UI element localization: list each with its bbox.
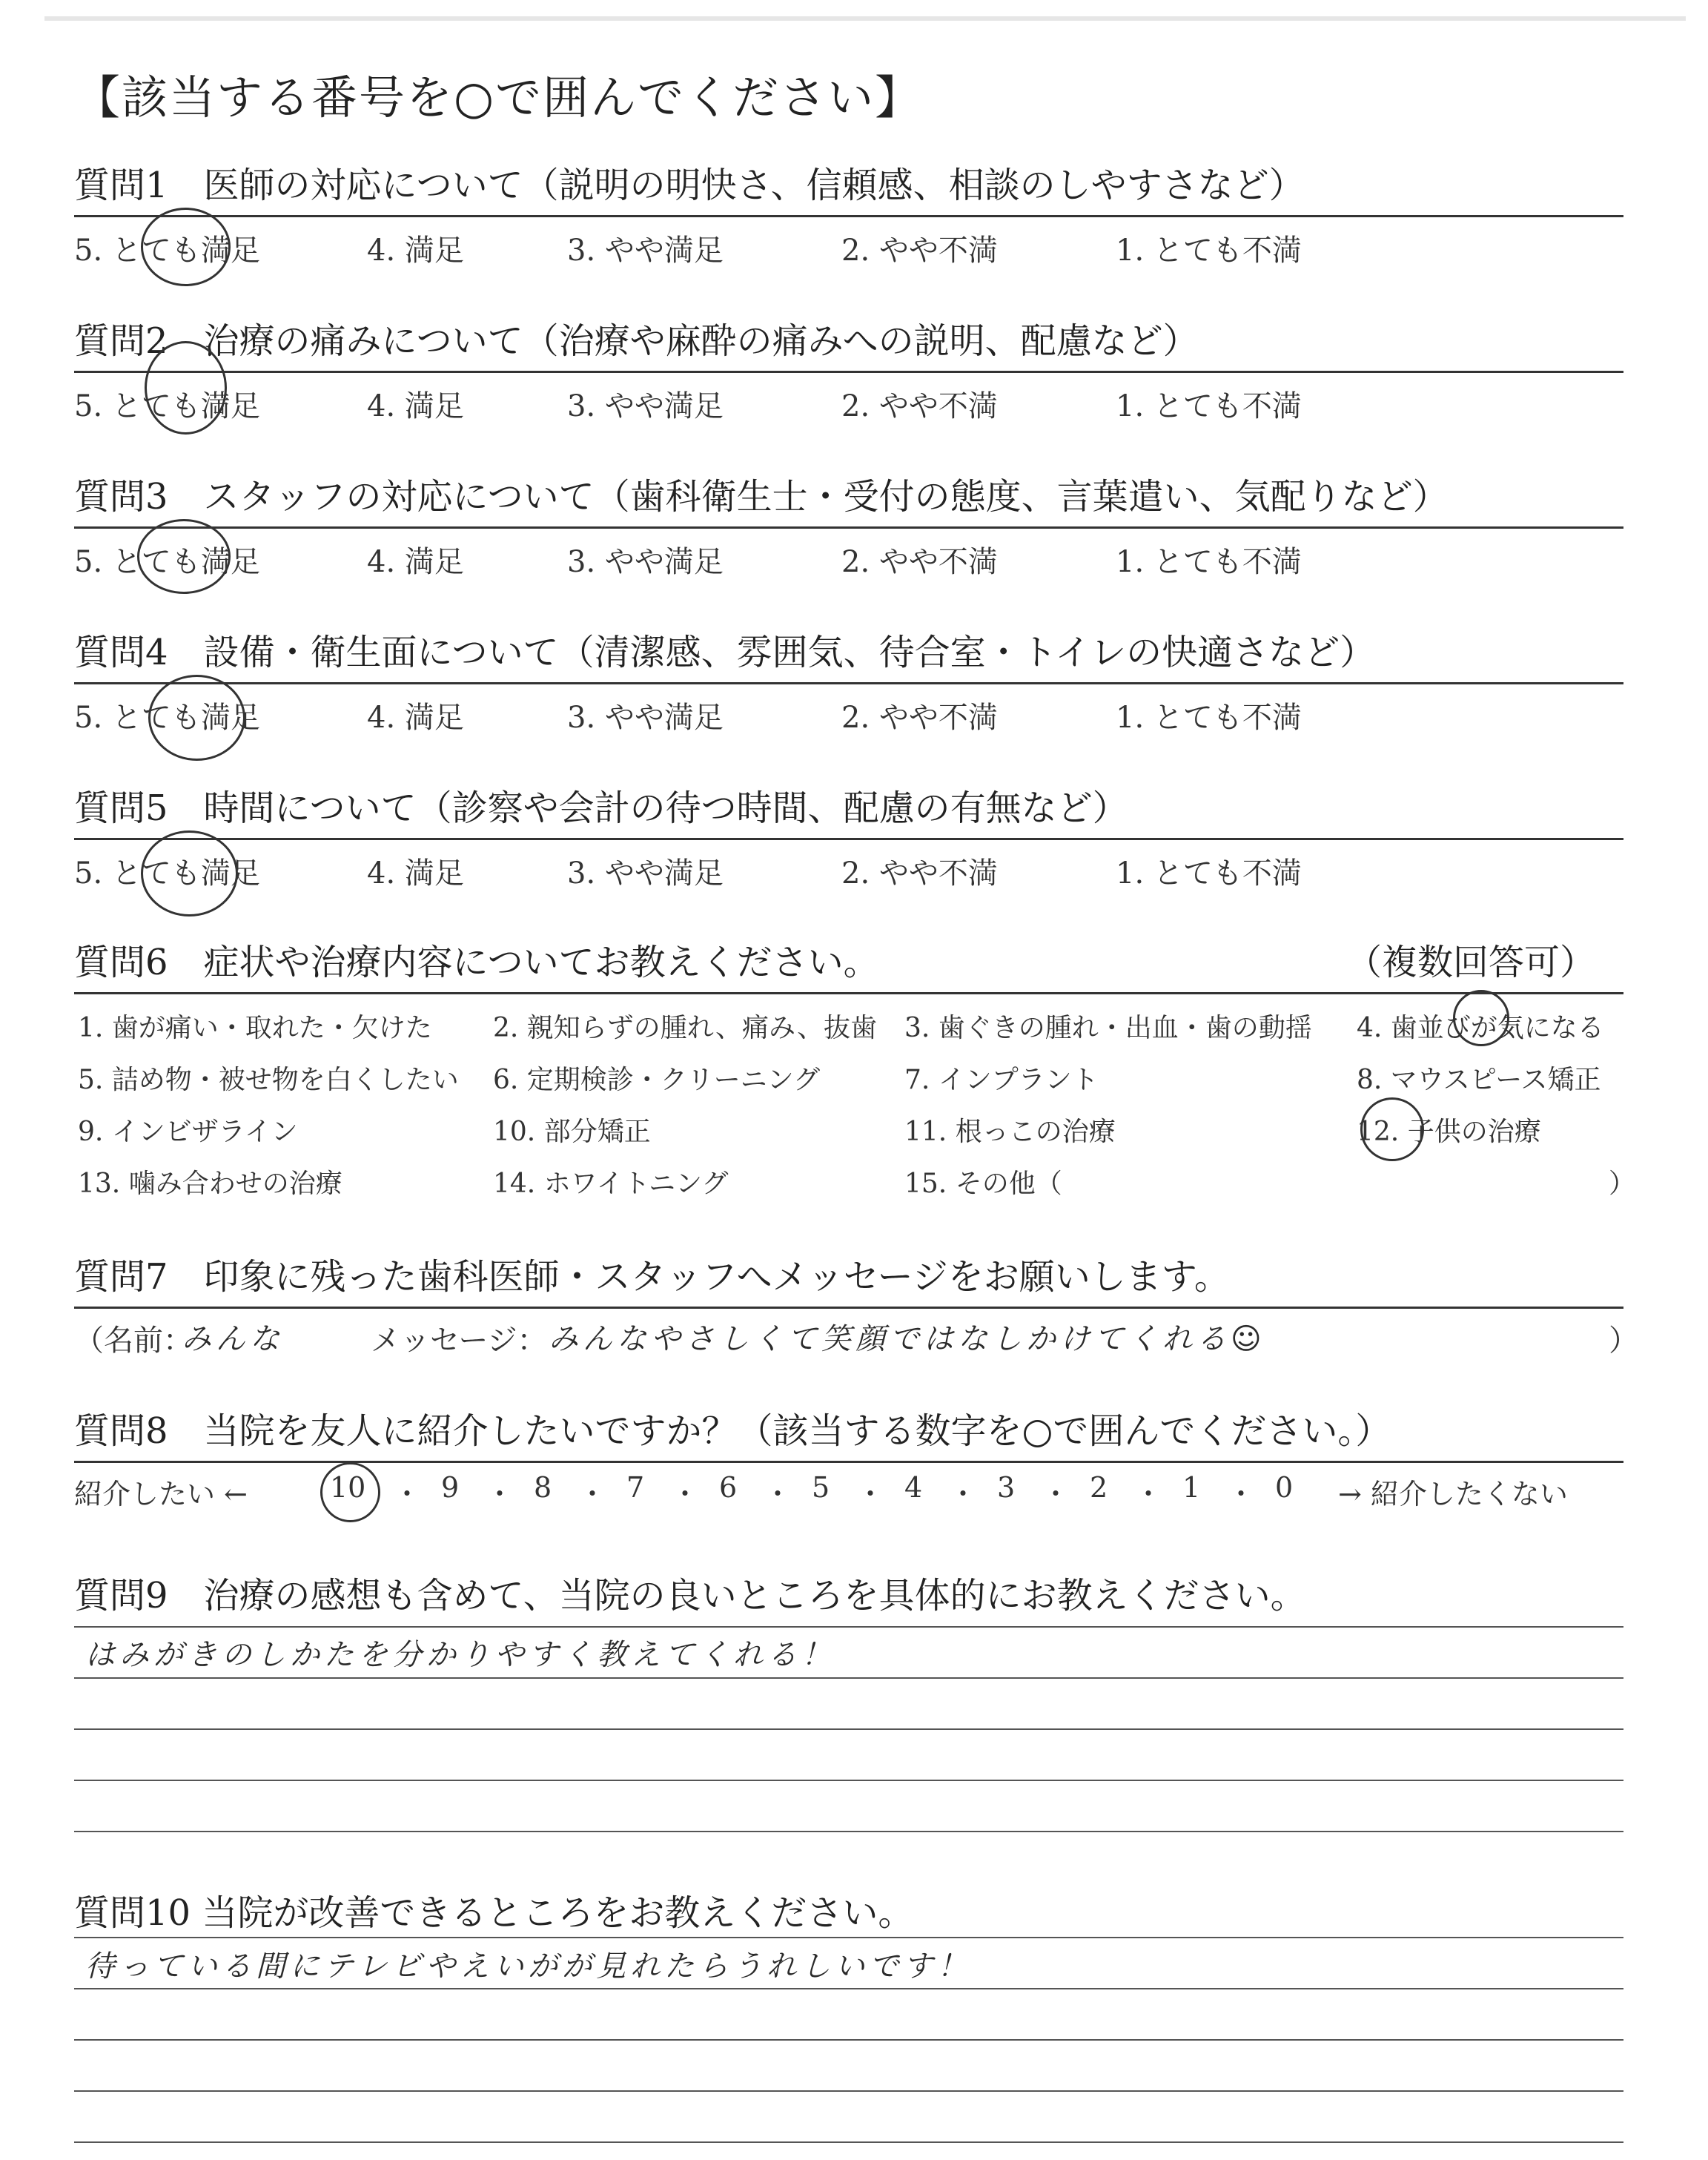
q9-line-4 xyxy=(74,1780,1623,1781)
question-2 xyxy=(74,317,1623,365)
q8-score-6[interactable]: 6 xyxy=(719,1471,738,1504)
q7-message-value[interactable]: みんなやさしくて笑顔ではなしかけてくれる☺ xyxy=(549,1322,1266,1356)
q8-score-8[interactable]: 8 xyxy=(534,1471,552,1504)
q1-option-2[interactable]: 2. やや不満 xyxy=(841,234,998,268)
q2-option-4[interactable]: 4. 満足 xyxy=(367,389,464,423)
question-8-rule xyxy=(74,1461,1623,1463)
question-2-title: 質問2 治療の痛みについて（治療や麻酔の痛みへの説明、配慮など） xyxy=(74,320,1199,362)
q8-score-9[interactable]: 9 xyxy=(441,1471,460,1504)
q5-option-2[interactable]: 2. やや不満 xyxy=(841,856,998,891)
q8-sep: ・ xyxy=(1134,1478,1163,1510)
q4-option-1[interactable]: 1. とても不満 xyxy=(1116,701,1302,735)
q6-item-6[interactable]: 6. 定期検診・クリーニング xyxy=(493,1065,821,1095)
question-5-options xyxy=(74,850,1623,891)
question-4 xyxy=(74,629,1623,676)
q8-score-10[interactable]: 10 xyxy=(330,1471,366,1504)
question-10 xyxy=(74,1889,1623,1937)
q2-option-3[interactable]: 3. やや満足 xyxy=(567,389,724,423)
q6-item-8[interactable]: 8. マウスピース矯正 xyxy=(1357,1065,1601,1095)
question-7-answer xyxy=(74,1311,1638,1363)
q5-option-5[interactable]: 5. とても満足 xyxy=(74,856,260,891)
q2-option-2[interactable]: 2. やや不満 xyxy=(841,389,998,423)
question-4-options xyxy=(74,694,1623,736)
q2-option-1[interactable]: 1. とても不満 xyxy=(1116,389,1302,423)
question-2-options xyxy=(74,383,1623,424)
q4-option-2[interactable]: 2. やや不満 xyxy=(841,701,998,735)
q4-option-3[interactable]: 3. やや満足 xyxy=(567,701,724,735)
q9-line-1 xyxy=(74,1626,1623,1628)
q1-option-4[interactable]: 4. 満足 xyxy=(367,234,464,268)
q8-right-label: → 紹介したくない xyxy=(1338,1478,1568,1510)
question-9-title: 質問9 治療の感想も含めて、当院の良いところを具体的にお教えください。 xyxy=(74,1575,1306,1616)
question-3 xyxy=(74,473,1623,521)
q6-item-5[interactable]: 5. 詰め物・被せ物を白くしたい xyxy=(78,1065,459,1095)
question-8 xyxy=(74,1407,1623,1455)
q10-line-1 xyxy=(74,1937,1623,1938)
question-6-options xyxy=(74,1007,1636,1215)
q8-sep: ・ xyxy=(671,1478,700,1510)
q3-option-2[interactable]: 2. やや不満 xyxy=(841,545,998,579)
q5-option-4[interactable]: 4. 満足 xyxy=(367,856,464,891)
q8-score-7[interactable]: 7 xyxy=(626,1471,645,1504)
q6-item-2[interactable]: 2. 親知らずの腫れ、痛み、抜歯 xyxy=(493,1013,878,1043)
q6-item-3[interactable]: 3. 歯ぐきの腫れ・出血・歯の動揺 xyxy=(904,1013,1312,1043)
q3-option-3[interactable]: 3. やや満足 xyxy=(567,545,724,579)
q1-option-5[interactable]: 5. とても満足 xyxy=(74,234,260,268)
question-5-title: 質問5 時間について（診察や会計の待つ時間、配慮の有無など） xyxy=(74,787,1128,829)
q8-sep: ・ xyxy=(578,1478,607,1510)
question-3-rule xyxy=(74,526,1623,529)
q5-option-3[interactable]: 3. やや満足 xyxy=(567,856,724,891)
question-6 xyxy=(74,939,1623,986)
question-10-title: 質問10 当院が改善できるところをお教えください。 xyxy=(74,1892,914,1934)
question-8-title: 質問8 当院を友人に紹介したいですか？（該当する数字を○で囲んでください。） xyxy=(74,1410,1391,1452)
q8-sep: ・ xyxy=(1042,1478,1070,1510)
q6-item-11[interactable]: 11. 根っこの治療 xyxy=(904,1117,1116,1147)
q6-item-13[interactable]: 13. 噛み合わせの治療 xyxy=(78,1169,342,1199)
q8-score-4[interactable]: 4 xyxy=(904,1471,923,1504)
q8-score-2[interactable]: 2 xyxy=(1090,1471,1108,1504)
q4-option-4[interactable]: 4. 満足 xyxy=(367,701,464,735)
q7-name-value[interactable]: みんな xyxy=(182,1322,284,1356)
q3-option-4[interactable]: 4. 満足 xyxy=(367,545,464,579)
q8-score-1[interactable]: 1 xyxy=(1182,1471,1201,1504)
q6-item-15-close: ） xyxy=(1609,1169,1636,1199)
q8-sep: ・ xyxy=(764,1478,792,1510)
q8-sep: ・ xyxy=(1227,1478,1256,1510)
q6-item-7[interactable]: 7. インプラント xyxy=(904,1065,1099,1095)
q8-sep: ・ xyxy=(949,1478,978,1510)
q1-option-3[interactable]: 3. やや満足 xyxy=(567,234,724,268)
q9-line-5 xyxy=(74,1831,1623,1832)
q6-item-9[interactable]: 9. インビザライン xyxy=(78,1117,298,1147)
question-4-rule xyxy=(74,682,1623,684)
q9-answer[interactable]: はみがきのしかたを分かりやすく教えてくれる！ xyxy=(85,1638,835,1672)
question-1 xyxy=(74,162,1623,209)
q6-item-10[interactable]: 10. 部分矯正 xyxy=(493,1117,651,1147)
q3-option-1[interactable]: 1. とても不満 xyxy=(1116,545,1302,579)
question-7-rule xyxy=(74,1307,1623,1309)
question-5 xyxy=(74,785,1623,832)
question-3-title: 質問3 スタッフの対応について（歯科衛生士・受付の態度、言葉遣い、気配りなど） xyxy=(74,476,1449,518)
q3-option-5[interactable]: 5. とても満足 xyxy=(74,545,260,579)
q10-line-2 xyxy=(74,1988,1623,1989)
q8-score-0[interactable]: 0 xyxy=(1275,1471,1294,1504)
q8-score-3[interactable]: 3 xyxy=(997,1471,1016,1504)
q5-option-1[interactable]: 1. とても不満 xyxy=(1116,856,1302,891)
question-3-options xyxy=(74,538,1623,580)
question-8-scale xyxy=(74,1471,1623,1516)
q9-line-3 xyxy=(74,1728,1623,1730)
q6-item-12[interactable]: 12. 子供の治療 xyxy=(1357,1117,1541,1147)
q10-line-4 xyxy=(74,2090,1623,2092)
question-7 xyxy=(74,1253,1623,1301)
q1-option-1[interactable]: 1. とても不満 xyxy=(1116,234,1302,268)
question-1-options xyxy=(74,227,1623,268)
question-6-note: （複数回答可） xyxy=(1345,942,1595,983)
page-title: 【該当する番号を○で囲んでください】 xyxy=(74,70,923,125)
question-2-rule xyxy=(74,371,1623,373)
q7-message-label: メッセージ： xyxy=(371,1324,547,1358)
q8-sep: ・ xyxy=(486,1478,514,1510)
question-7-title: 質問7 印象に残った歯科医師・スタッフへメッセージをお願いします。 xyxy=(74,1256,1230,1298)
question-6-title: 質問6 症状や治療内容についてお教えください。 xyxy=(74,942,879,983)
q6-item-15[interactable]: 15. その他（ xyxy=(904,1169,1062,1199)
q4-option-5[interactable]: 5. とても満足 xyxy=(74,701,260,735)
q10-answer[interactable]: 待っている間にテレビやえいがが見れたらうれしいです！ xyxy=(85,1949,972,1984)
question-5-rule xyxy=(74,838,1623,840)
q2-option-5[interactable]: 5. とても満足 xyxy=(74,389,260,423)
q7-close-paren: ） xyxy=(1609,1324,1638,1358)
scan-top-border xyxy=(44,16,1686,21)
question-6-rule xyxy=(74,992,1623,994)
q8-score-5[interactable]: 5 xyxy=(812,1471,830,1504)
q10-line-3 xyxy=(74,2039,1623,2041)
q8-left-label: 紹介したい ← xyxy=(74,1478,248,1510)
q7-name-label: （名前： xyxy=(74,1324,193,1358)
q8-sep: ・ xyxy=(856,1478,885,1510)
q6-item-1[interactable]: 1. 歯が痛い・取れた・欠けた xyxy=(78,1013,432,1043)
question-9 xyxy=(74,1572,1623,1619)
question-1-title: 質問1 医師の対応について（説明の明快さ、信頼感、相談のしやすさなど） xyxy=(74,165,1305,206)
question-1-rule xyxy=(74,215,1623,217)
q6-item-4[interactable]: 4. 歯並びが気になる xyxy=(1357,1013,1604,1043)
q8-sep: ・ xyxy=(393,1478,422,1510)
q10-line-5 xyxy=(74,2141,1623,2143)
q6-item-14[interactable]: 14. ホワイトニング xyxy=(493,1169,729,1199)
question-4-title: 質問4 設備・衛生面について（清潔感、雰囲気、待合室・トイレの快適さなど） xyxy=(74,632,1376,673)
q9-line-2 xyxy=(74,1677,1623,1679)
